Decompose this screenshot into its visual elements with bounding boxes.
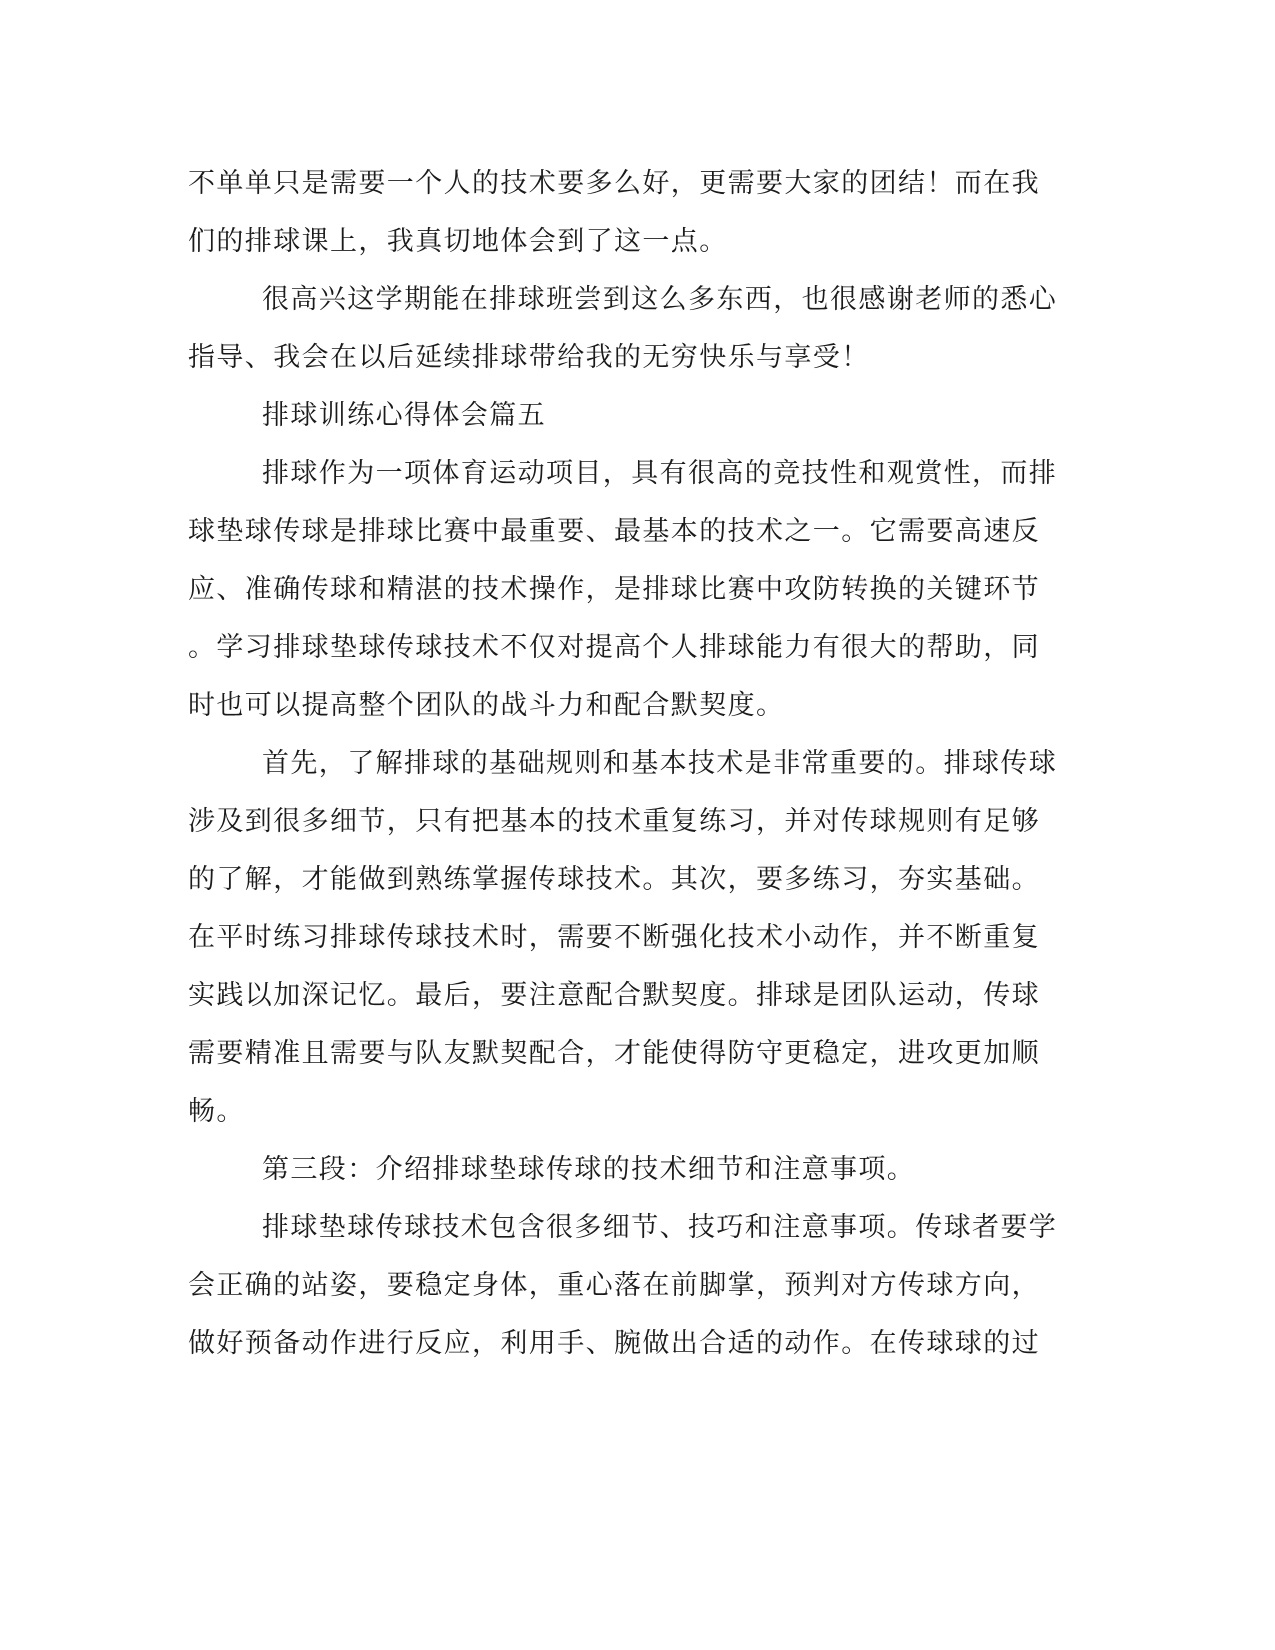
text-line: 。学习排球垫球传球技术不仅对提高个人排球能力有很大的帮助，同	[188, 632, 1040, 663]
text-line: 时也可以提高整个团队的战斗力和配合默契度。	[188, 690, 785, 721]
text-line: 的了解，才能做到熟练掌握传球技术。其次，要多练习，夯实基础。	[188, 864, 1040, 895]
text-line: 畅。	[188, 1096, 245, 1127]
text-line: 们的排球课上，我真切地体会到了这一点。	[188, 226, 728, 257]
text-line: 实践以加深记忆。最后，要注意配合默契度。排球是团队运动，传球	[188, 980, 1040, 1011]
text-line: 需要精准且需要与队友默契配合，才能使得防守更稳定，进攻更加顺	[188, 1038, 1040, 1069]
paragraph-first-line: 首先，了解排球的基础规则和基本技术是非常重要的。排球传球	[262, 748, 1058, 779]
text-line: 会正确的站姿，要稳定身体，重心落在前脚掌，预判对方传球方向，	[188, 1270, 1040, 1301]
text-line: 做好预备动作进行反应，利用手、腕做出合适的动作。在传球球的过	[188, 1328, 1040, 1359]
section-heading: 第三段：介绍排球垫球传球的技术细节和注意事项。	[262, 1154, 916, 1185]
text-line: 不单单只是需要一个人的技术要多么好，更需要大家的团结！而在我	[188, 168, 1040, 199]
paragraph-first-line: 排球作为一项体育运动项目，具有很高的竞技性和观赏性，而排	[262, 458, 1058, 489]
text-line: 应、准确传球和精湛的技术操作，是排球比赛中攻防转换的关键环节	[188, 574, 1040, 605]
text-line: 涉及到很多细节，只有把基本的技术重复练习，并对传球规则有足够	[188, 806, 1040, 837]
paragraph-first-line: 排球垫球传球技术包含很多细节、技巧和注意事项。传球者要学	[262, 1212, 1058, 1243]
text-line: 球垫球传球是排球比赛中最重要、最基本的技术之一。它需要高速反	[188, 516, 1040, 547]
text-line: 在平时练习排球传球技术时，需要不断强化技术小动作，并不断重复	[188, 922, 1040, 953]
section-heading: 排球训练心得体会篇五	[262, 400, 546, 431]
paragraph-first-line: 很高兴这学期能在排球班尝到这么多东西，也很感谢老师的悉心	[262, 284, 1058, 315]
text-line: 指导、我会在以后延续排球带给我的无穷快乐与享受！	[188, 342, 870, 373]
